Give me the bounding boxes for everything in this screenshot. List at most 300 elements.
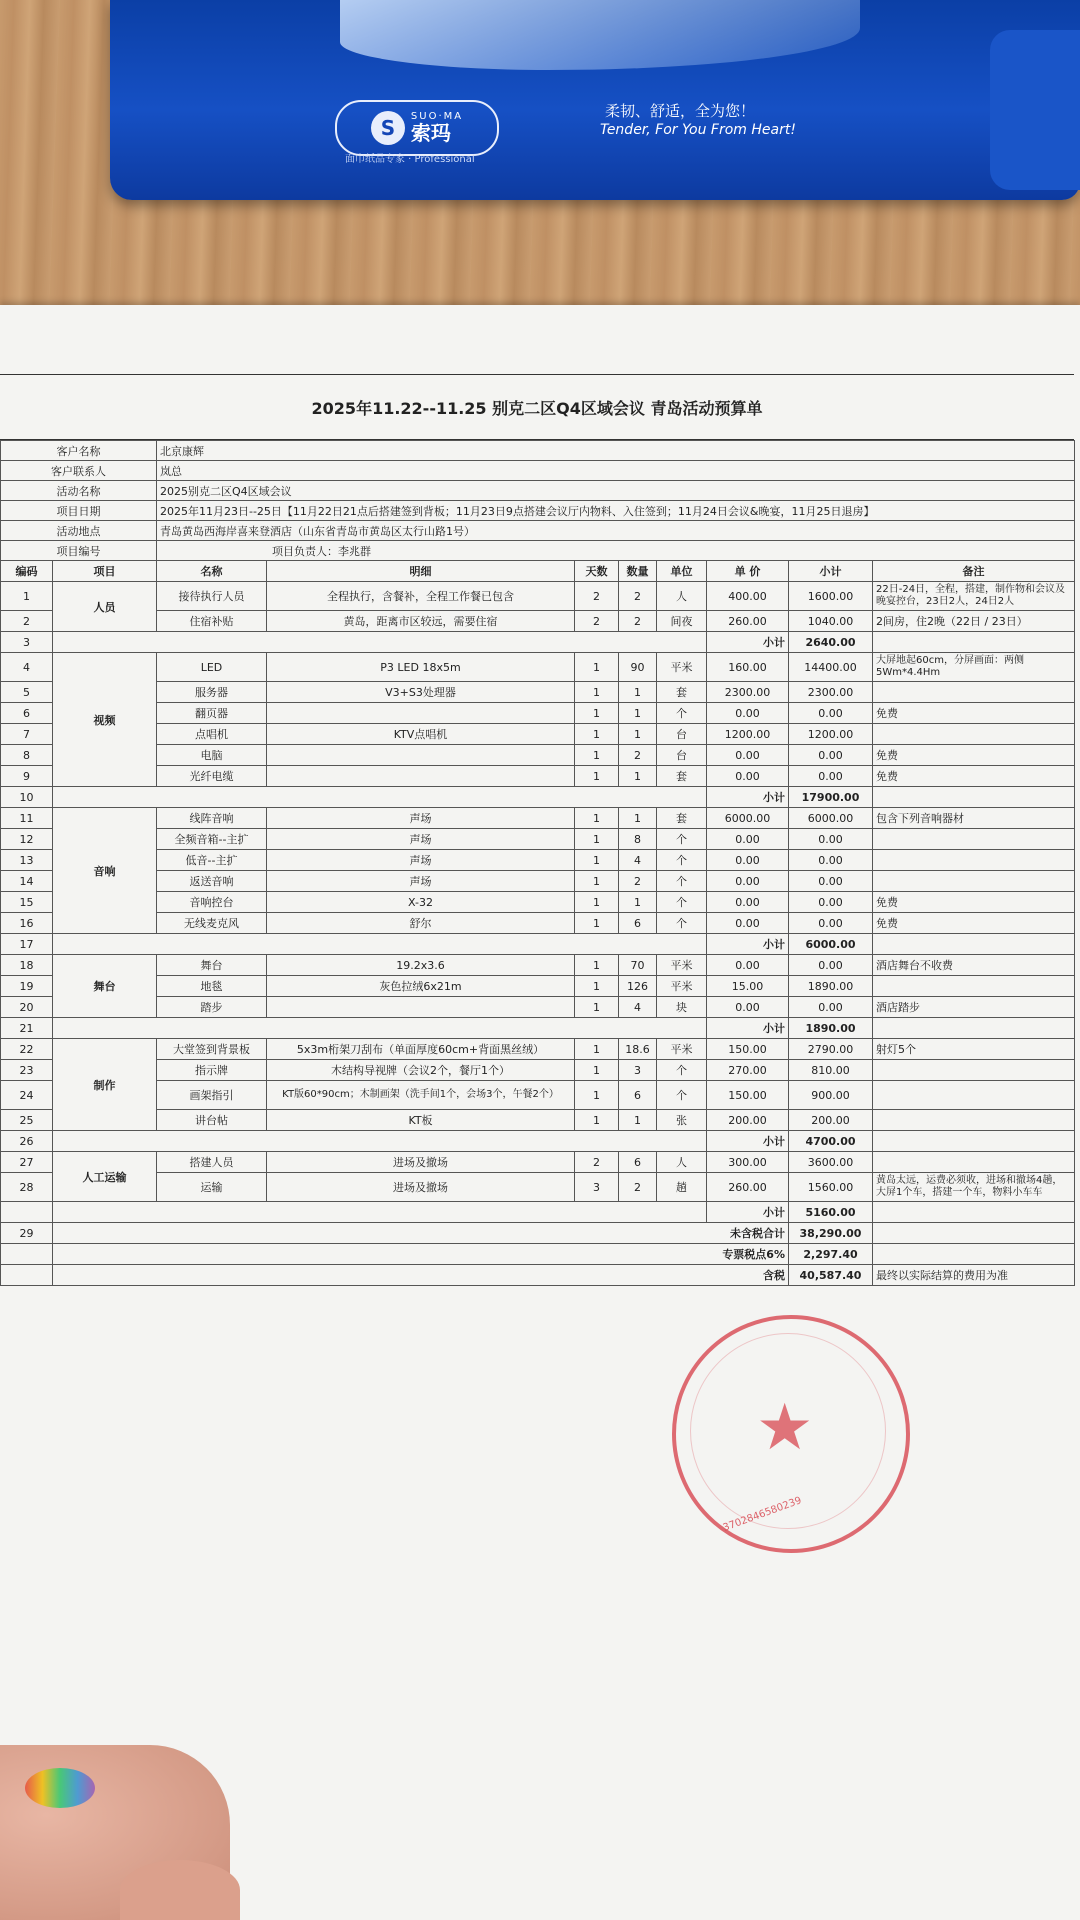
item-subtotal: 2300.00	[789, 682, 873, 703]
subtotal-spacer	[53, 787, 707, 808]
item-subtotal: 0.00	[789, 703, 873, 724]
table-row	[1, 871, 1075, 892]
item-name: 画架指引	[157, 1081, 267, 1110]
item-note	[873, 850, 1075, 871]
totals-note: 最终以实际结算的费用为准	[873, 1265, 1075, 1286]
brand-tagline: 面巾纸品专家 · Professional	[345, 154, 475, 165]
item-price: 0.00	[707, 871, 789, 892]
table-row	[1, 997, 1075, 1018]
item-unit: 个	[657, 871, 707, 892]
row-number: 20	[1, 997, 53, 1018]
item-unit: 平米	[657, 1039, 707, 1060]
item-detail: 黄岛，距离市区较远，需要住宿	[267, 611, 575, 632]
item-detail: X-32	[267, 892, 575, 913]
subtotal-value: 4700.00	[789, 1131, 873, 1152]
subtotal-spacer	[53, 1131, 707, 1152]
item-detail: 灰色拉绒6x21m	[267, 976, 575, 997]
item-unit: 人	[657, 582, 707, 611]
item-price: 270.00	[707, 1060, 789, 1081]
table-row	[1, 703, 1075, 724]
item-subtotal: 1040.00	[789, 611, 873, 632]
info-value: 2025别克二区Q4区域会议	[157, 481, 1075, 501]
item-name: 住宿补贴	[157, 611, 267, 632]
brand-cn: 索玛	[410, 120, 451, 145]
table-row	[1, 582, 1075, 611]
category-cell: 人工运输	[53, 1152, 157, 1202]
info-label: 活动名称	[1, 481, 157, 501]
item-qty: 70	[619, 955, 657, 976]
item-unit: 个	[657, 1060, 707, 1081]
row-number: 9	[1, 766, 53, 787]
subtotal-value: 17900.00	[789, 787, 873, 808]
column-header: 明细	[267, 561, 575, 582]
item-price: 6000.00	[707, 808, 789, 829]
item-qty: 3	[619, 1060, 657, 1081]
totals-value: 2,297.40	[789, 1244, 873, 1265]
brand-en: SUO·MA	[410, 111, 464, 123]
item-name: 无线麦克风	[157, 913, 267, 934]
item-detail: KT版60*90cm；木制画架（洗手间1个，会场3个，午餐2个）	[267, 1081, 575, 1110]
row-number: 28	[1, 1173, 53, 1202]
info-row	[1, 441, 1075, 461]
table-row	[1, 1173, 1075, 1202]
item-days: 1	[575, 955, 619, 976]
subtotal-spacer	[53, 1018, 707, 1039]
row-number: 23	[1, 1060, 53, 1081]
subtotal-value: 6000.00	[789, 934, 873, 955]
column-header: 数量	[619, 561, 657, 582]
item-qty: 1	[619, 766, 657, 787]
subtotal-label: 小计	[707, 934, 789, 955]
item-qty: 6	[619, 913, 657, 934]
row-number: 11	[1, 808, 53, 829]
row-number: 29	[1, 1223, 53, 1244]
totals-row	[1, 1223, 1075, 1244]
item-subtotal: 810.00	[789, 1060, 873, 1081]
subtotal-value: 2640.00	[789, 632, 873, 653]
tissue-box	[110, 0, 1080, 200]
item-note: 酒店舞台不收费	[873, 955, 1075, 976]
subtotal-label: 小计	[707, 1131, 789, 1152]
table-row	[1, 1039, 1075, 1060]
column-header: 项目	[53, 561, 157, 582]
item-note	[873, 1060, 1075, 1081]
item-qty: 2	[619, 611, 657, 632]
item-price: 0.00	[707, 766, 789, 787]
box-sheen	[340, 0, 860, 70]
totals-row	[1, 1244, 1075, 1265]
item-name: 电脑	[157, 745, 267, 766]
item-detail	[267, 745, 575, 766]
item-name: 服务器	[157, 682, 267, 703]
row-number: 13	[1, 850, 53, 871]
item-days: 1	[575, 724, 619, 745]
row-number: 8	[1, 745, 53, 766]
logo-s-icon: S	[371, 111, 405, 145]
brand-logo	[335, 100, 499, 156]
info-value: 岚总	[157, 461, 1075, 481]
item-detail: 木结构导视牌（会议2个，餐厅1个）	[267, 1060, 575, 1081]
row-number: 27	[1, 1152, 53, 1173]
item-price: 300.00	[707, 1152, 789, 1173]
item-detail: 进场及撤场	[267, 1173, 575, 1202]
info-value: 2025年11月23日--25日【11月22日21点后搭建签到背板；11月23日9点搭建会议厅内物料、入住签到；11月24日会议&晚宴，11月25日退房】	[157, 501, 1075, 521]
item-qty: 1	[619, 703, 657, 724]
row-number: 14	[1, 871, 53, 892]
item-days: 1	[575, 1039, 619, 1060]
row-number: 16	[1, 913, 53, 934]
item-subtotal: 1560.00	[789, 1173, 873, 1202]
item-subtotal: 0.00	[789, 892, 873, 913]
item-days: 1	[575, 745, 619, 766]
painted-nail	[25, 1768, 95, 1808]
item-unit: 套	[657, 808, 707, 829]
table-row	[1, 955, 1075, 976]
item-days: 1	[575, 913, 619, 934]
item-detail	[267, 703, 575, 724]
item-days: 2	[575, 582, 619, 611]
item-name: 全频音箱--主扩	[157, 829, 267, 850]
item-detail: KTV点唱机	[267, 724, 575, 745]
item-qty: 8	[619, 829, 657, 850]
item-price: 0.00	[707, 997, 789, 1018]
item-name: 地毯	[157, 976, 267, 997]
item-note	[873, 682, 1075, 703]
item-qty: 126	[619, 976, 657, 997]
item-days: 2	[575, 611, 619, 632]
item-unit: 平米	[657, 976, 707, 997]
item-subtotal: 0.00	[789, 955, 873, 976]
item-name: 舞台	[157, 955, 267, 976]
item-subtotal: 1890.00	[789, 976, 873, 997]
item-detail: KT板	[267, 1110, 575, 1131]
item-name: 返送音响	[157, 871, 267, 892]
slogan-cn: 柔韧、舒适，全为您！	[605, 102, 756, 120]
row-number: 22	[1, 1039, 53, 1060]
subtotal-number	[1, 1202, 53, 1223]
item-unit: 台	[657, 724, 707, 745]
column-header: 单位	[657, 561, 707, 582]
item-unit: 个	[657, 850, 707, 871]
item-qty: 1	[619, 892, 657, 913]
row-number: 5	[1, 682, 53, 703]
table-row	[1, 892, 1075, 913]
subtotal-spacer	[53, 632, 707, 653]
totals-label: 专票税点6%	[53, 1244, 789, 1265]
column-header: 名称	[157, 561, 267, 582]
item-days: 1	[575, 703, 619, 724]
item-detail: 舒尔	[267, 913, 575, 934]
totals-row	[1, 1265, 1075, 1286]
item-days: 1	[575, 653, 619, 682]
info-value: 项目负责人：李兆群	[157, 541, 1075, 561]
row-number: 4	[1, 653, 53, 682]
item-note	[873, 871, 1075, 892]
column-header: 单 价	[707, 561, 789, 582]
column-header: 小计	[789, 561, 873, 582]
item-unit: 套	[657, 682, 707, 703]
item-qty: 2	[619, 582, 657, 611]
item-qty: 6	[619, 1081, 657, 1110]
item-price: 0.00	[707, 745, 789, 766]
subtotal-row	[1, 934, 1075, 955]
table-row	[1, 745, 1075, 766]
item-price: 2300.00	[707, 682, 789, 703]
info-value: 青岛黄岛西海岸喜来登酒店（山东省青岛市黄岛区太行山路1号）	[157, 521, 1075, 541]
item-note	[873, 1152, 1075, 1173]
item-days: 1	[575, 976, 619, 997]
item-unit: 套	[657, 766, 707, 787]
item-price: 1200.00	[707, 724, 789, 745]
info-label: 客户名称	[1, 441, 157, 461]
item-name: 接待执行人员	[157, 582, 267, 611]
subtotal-note-cell	[873, 1018, 1075, 1039]
item-note: 大屏地起60cm，分屏画面：两侧5Wm*4.4Hm	[873, 653, 1075, 682]
item-subtotal: 6000.00	[789, 808, 873, 829]
subtotal-number: 21	[1, 1018, 53, 1039]
slogan-en: Tender, For You From Heart!	[600, 122, 796, 138]
budget-table	[0, 440, 1075, 1286]
info-row	[1, 521, 1075, 541]
finger-2	[120, 1860, 240, 1920]
item-subtotal: 1600.00	[789, 582, 873, 611]
row-number: 6	[1, 703, 53, 724]
item-unit: 台	[657, 745, 707, 766]
item-subtotal: 1200.00	[789, 724, 873, 745]
item-unit: 个	[657, 829, 707, 850]
item-note	[873, 1081, 1075, 1110]
item-note: 黄岛太远，运费必须收，进场和撤场4趟，大屏1个车，搭建一个车，物料小车车	[873, 1173, 1075, 1202]
item-days: 1	[575, 829, 619, 850]
info-row	[1, 461, 1075, 481]
item-note: 免费	[873, 892, 1075, 913]
item-detail: 5x3m桁架刀刮布（单面厚度60cm+背面黑丝绒）	[267, 1039, 575, 1060]
subtotal-row	[1, 632, 1075, 653]
item-days: 1	[575, 682, 619, 703]
totals-label: 未含税合计	[53, 1223, 789, 1244]
item-detail: 声场	[267, 829, 575, 850]
item-note: 22日-24日，全程，搭建，制作物和会议及晚宴控台，23日2人，24日2人	[873, 582, 1075, 611]
subtotal-number: 10	[1, 787, 53, 808]
table-row	[1, 1152, 1075, 1173]
totals-note	[873, 1244, 1075, 1265]
item-qty: 18.6	[619, 1039, 657, 1060]
item-name: 低音--主扩	[157, 850, 267, 871]
item-subtotal: 14400.00	[789, 653, 873, 682]
item-note: 免费	[873, 745, 1075, 766]
item-detail: 声场	[267, 808, 575, 829]
item-price: 0.00	[707, 913, 789, 934]
item-note: 酒店踏步	[873, 997, 1075, 1018]
item-name: 光纤电缆	[157, 766, 267, 787]
item-detail: P3 LED 18x5m	[267, 653, 575, 682]
category-cell: 制作	[53, 1039, 157, 1131]
item-subtotal: 0.00	[789, 997, 873, 1018]
table-row	[1, 724, 1075, 745]
item-note: 包含下列音响器材	[873, 808, 1075, 829]
item-detail: 19.2x3.6	[267, 955, 575, 976]
info-label: 活动地点	[1, 521, 157, 541]
item-unit: 趟	[657, 1173, 707, 1202]
subtotal-label: 小计	[707, 1202, 789, 1223]
item-price: 160.00	[707, 653, 789, 682]
item-price: 200.00	[707, 1110, 789, 1131]
item-detail: 全程执行，含餐补，全程工作餐已包含	[267, 582, 575, 611]
item-name: LED	[157, 653, 267, 682]
item-price: 15.00	[707, 976, 789, 997]
item-unit: 个	[657, 703, 707, 724]
item-days: 1	[575, 1060, 619, 1081]
item-days: 1	[575, 850, 619, 871]
subtotal-label: 小计	[707, 787, 789, 808]
item-subtotal: 0.00	[789, 850, 873, 871]
item-subtotal: 900.00	[789, 1081, 873, 1110]
totals-note	[873, 1223, 1075, 1244]
item-unit: 人	[657, 1152, 707, 1173]
row-number: 24	[1, 1081, 53, 1110]
item-days: 1	[575, 1081, 619, 1110]
row-number: 25	[1, 1110, 53, 1131]
row-number: 7	[1, 724, 53, 745]
item-qty: 1	[619, 808, 657, 829]
second-tissue-box	[990, 30, 1080, 190]
item-qty: 2	[619, 745, 657, 766]
item-subtotal: 0.00	[789, 871, 873, 892]
category-cell: 舞台	[53, 955, 157, 1018]
subtotal-number: 26	[1, 1131, 53, 1152]
item-days: 1	[575, 766, 619, 787]
subtotal-row	[1, 1018, 1075, 1039]
item-days: 2	[575, 1152, 619, 1173]
info-row	[1, 481, 1075, 501]
item-days: 1	[575, 1110, 619, 1131]
item-qty: 2	[619, 871, 657, 892]
item-price: 150.00	[707, 1081, 789, 1110]
item-price: 260.00	[707, 611, 789, 632]
subtotal-number: 3	[1, 632, 53, 653]
item-unit: 个	[657, 892, 707, 913]
item-qty: 90	[619, 653, 657, 682]
item-name: 点唱机	[157, 724, 267, 745]
totals-label: 含税	[53, 1265, 789, 1286]
item-note	[873, 724, 1075, 745]
subtotal-spacer	[53, 1202, 707, 1223]
item-name: 踏步	[157, 997, 267, 1018]
column-header: 编码	[1, 561, 53, 582]
column-header: 备注	[873, 561, 1075, 582]
subtotal-row	[1, 1202, 1075, 1223]
table-row	[1, 976, 1075, 997]
item-price: 400.00	[707, 582, 789, 611]
category-cell: 音响	[53, 808, 157, 934]
subtotal-value: 5160.00	[789, 1202, 873, 1223]
table-row	[1, 1060, 1075, 1081]
table-row	[1, 850, 1075, 871]
table-row	[1, 1081, 1075, 1110]
item-unit: 个	[657, 913, 707, 934]
item-days: 1	[575, 892, 619, 913]
row-number: 15	[1, 892, 53, 913]
item-qty: 2	[619, 1173, 657, 1202]
subtotal-row	[1, 787, 1075, 808]
subtotal-spacer	[53, 934, 707, 955]
item-unit: 块	[657, 997, 707, 1018]
item-subtotal: 3600.00	[789, 1152, 873, 1173]
budget-sheet	[0, 374, 1074, 1286]
item-name: 搭建人员	[157, 1152, 267, 1173]
item-days: 1	[575, 997, 619, 1018]
item-days: 1	[575, 871, 619, 892]
item-name: 音响控台	[157, 892, 267, 913]
item-unit: 平米	[657, 653, 707, 682]
subtotal-label: 小计	[707, 632, 789, 653]
seal-star-icon: ★	[756, 1391, 814, 1465]
item-detail: 声场	[267, 871, 575, 892]
item-detail: 声场	[267, 850, 575, 871]
table-row	[1, 808, 1075, 829]
item-days: 3	[575, 1173, 619, 1202]
item-qty: 1	[619, 724, 657, 745]
subtotal-note-cell	[873, 1202, 1075, 1223]
item-subtotal: 0.00	[789, 913, 873, 934]
subtotal-row	[1, 1131, 1075, 1152]
item-qty: 6	[619, 1152, 657, 1173]
item-note: 免费	[873, 913, 1075, 934]
subtotal-note-cell	[873, 787, 1075, 808]
item-name: 线阵音响	[157, 808, 267, 829]
item-note	[873, 976, 1075, 997]
category-cell: 视频	[53, 653, 157, 787]
item-unit: 张	[657, 1110, 707, 1131]
item-price: 0.00	[707, 703, 789, 724]
item-note: 免费	[873, 703, 1075, 724]
totals-value: 40,587.40	[789, 1265, 873, 1286]
item-unit: 间夜	[657, 611, 707, 632]
header-row	[1, 561, 1075, 582]
subtotal-number: 17	[1, 934, 53, 955]
table-row	[1, 829, 1075, 850]
item-price: 260.00	[707, 1173, 789, 1202]
info-label: 客户联系人	[1, 461, 157, 481]
item-name: 大堂签到背景板	[157, 1039, 267, 1060]
table-row	[1, 653, 1075, 682]
column-header: 天数	[575, 561, 619, 582]
sheet-title: 2025年11.22--11.25 别克二区Q4区域会议 青岛活动预算单	[0, 374, 1074, 440]
item-detail	[267, 766, 575, 787]
item-subtotal: 0.00	[789, 766, 873, 787]
item-unit: 个	[657, 1081, 707, 1110]
info-row	[1, 501, 1075, 521]
item-subtotal: 200.00	[789, 1110, 873, 1131]
row-number: 1	[1, 582, 53, 611]
item-name: 讲台帖	[157, 1110, 267, 1131]
item-price: 0.00	[707, 829, 789, 850]
item-price: 150.00	[707, 1039, 789, 1060]
info-label: 项目编号	[1, 541, 157, 561]
item-qty: 1	[619, 682, 657, 703]
item-subtotal: 2790.00	[789, 1039, 873, 1060]
row-number: 18	[1, 955, 53, 976]
item-price: 0.00	[707, 850, 789, 871]
totals-value: 38,290.00	[789, 1223, 873, 1244]
info-row	[1, 541, 1075, 561]
item-detail: V3+S3处理器	[267, 682, 575, 703]
item-note	[873, 829, 1075, 850]
subtotal-note-cell	[873, 934, 1075, 955]
row-number: 2	[1, 611, 53, 632]
table-row	[1, 766, 1075, 787]
info-label: 项目日期	[1, 501, 157, 521]
